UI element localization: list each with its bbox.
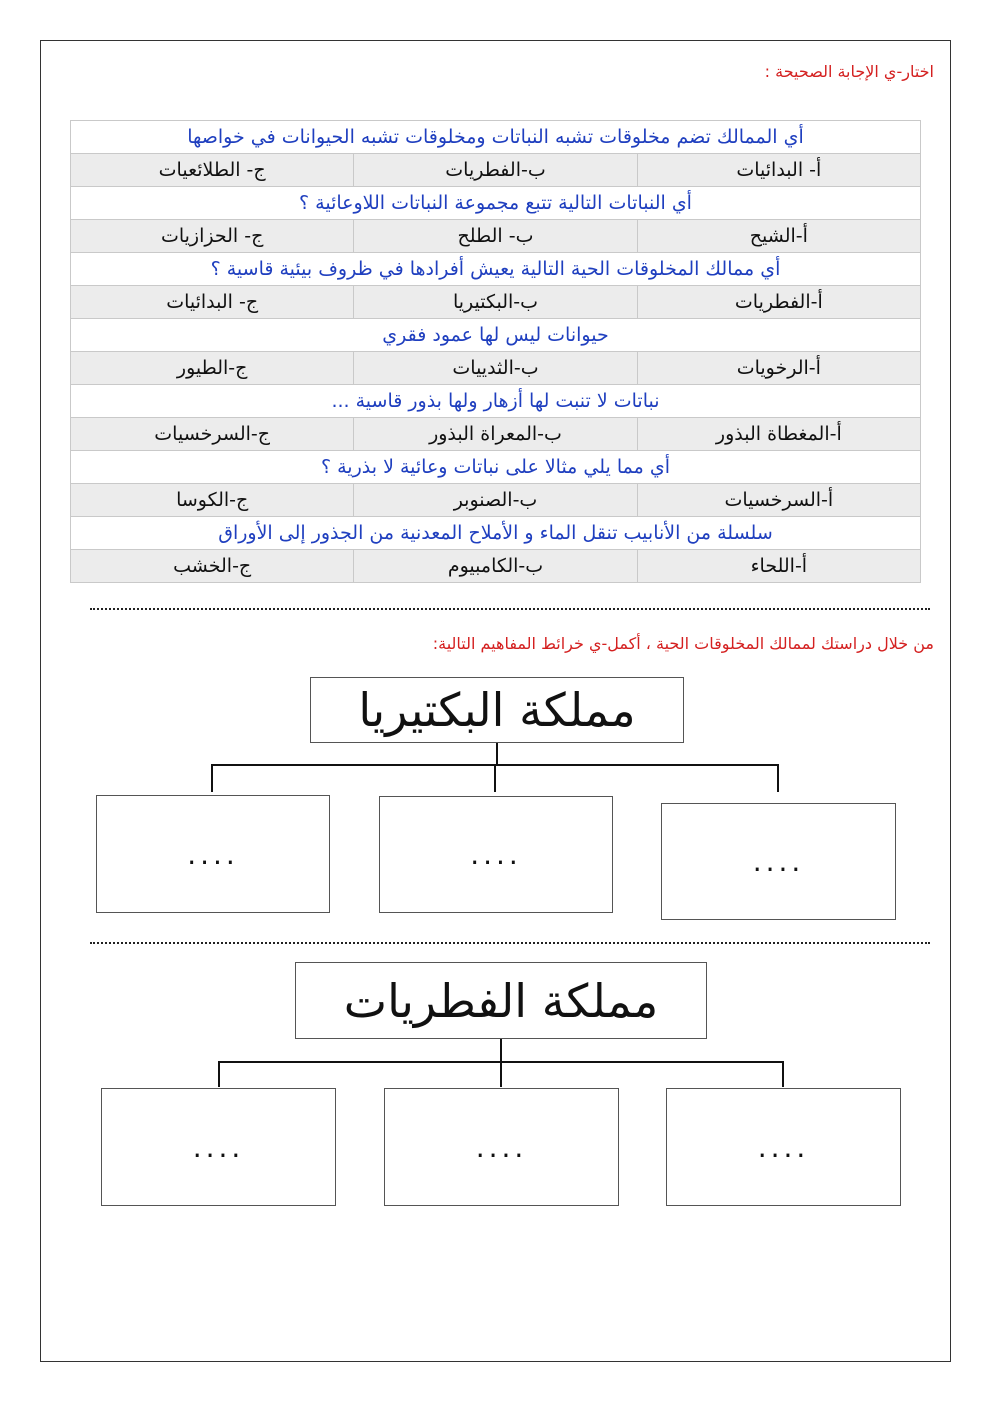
question-6: أي مما يلي مثالا على نباتات وعائية لا بذرية ؟ [71,451,921,484]
fungi-kingdom-title: مملكة الفطريات [295,962,707,1039]
option-a[interactable]: أ-الرخويات [637,352,920,385]
connector-line [494,764,496,792]
option-b[interactable]: ب-الفطريات [354,154,637,187]
option-b[interactable]: ب-المعراة البذور [354,418,637,451]
option-c[interactable]: ج-السرخسيات [71,418,354,451]
option-a[interactable]: أ- البدائيات [637,154,920,187]
blank-box[interactable]: .... [101,1088,336,1206]
dotted-separator [90,942,930,944]
blank-box[interactable]: .... [661,803,896,920]
option-a[interactable]: أ-المغطاة البذور [637,418,920,451]
option-a[interactable]: أ-السرخسيات [637,484,920,517]
connector-line [211,764,213,792]
question-1: أي الممالك تضم مخلوقات تشبه النباتات ومخلوقات تشبه الحيوانات في خواصها [71,121,921,154]
question-7: سلسلة من الأنابيب تنقل الماء و الأملاح المعدنية من الجذور إلى الأوراق [71,517,921,550]
option-c[interactable]: ج-الطيور [71,352,354,385]
connector-line [500,1039,502,1062]
blank-box[interactable]: .... [384,1088,619,1206]
option-c[interactable]: ج-الخشب [71,550,354,583]
connector-line [218,1061,220,1087]
option-c[interactable]: ج- الحزازيات [71,220,354,253]
option-c[interactable]: ج- البدائيات [71,286,354,319]
instruction-choose: اختار-ي الإجابة الصحيحة : [764,62,934,81]
option-b[interactable]: ب-الصنوبر [354,484,637,517]
option-a[interactable]: أ-الفطريات [637,286,920,319]
blank-box[interactable]: .... [666,1088,901,1206]
option-b[interactable]: ب-البكتيريا [354,286,637,319]
mcq-table [70,120,921,583]
connector-line [782,1061,784,1087]
option-a[interactable]: أ-الشيح [637,220,920,253]
option-b[interactable]: ب- الطلح [354,220,637,253]
option-c[interactable]: ج- الطلائعيات [71,154,354,187]
question-5: نباتات لا تنبت لها أزهار ولها بذور قاسية ... [71,385,921,418]
question-3: أي ممالك المخلوقات الحية التالية يعيش أفرادها في ظروف بيئية قاسية ؟ [71,253,921,286]
option-a[interactable]: أ-اللحاء [637,550,920,583]
question-2: أي النباتات التالية تتبع مجموعة النباتات اللاوعائية ؟ [71,187,921,220]
option-b[interactable]: ب-الكامبيوم [354,550,637,583]
blank-box[interactable]: .... [379,796,613,913]
question-4: حيوانات ليس لها عمود فقري [71,319,921,352]
connector-line [500,1061,502,1087]
instruction-concept-maps: من خلال دراستك لممالك المخلوقات الحية ، أكمل-ي خرائط المفاهيم التالية: [432,634,934,653]
connector-line [777,764,779,792]
blank-box[interactable]: .... [96,795,330,913]
dotted-separator [90,608,930,610]
option-c[interactable]: ج-الكوسا [71,484,354,517]
option-b[interactable]: ب-الثدييات [354,352,637,385]
bacteria-kingdom-title: مملكة البكتيريا [310,677,684,743]
connector-line [496,743,498,765]
